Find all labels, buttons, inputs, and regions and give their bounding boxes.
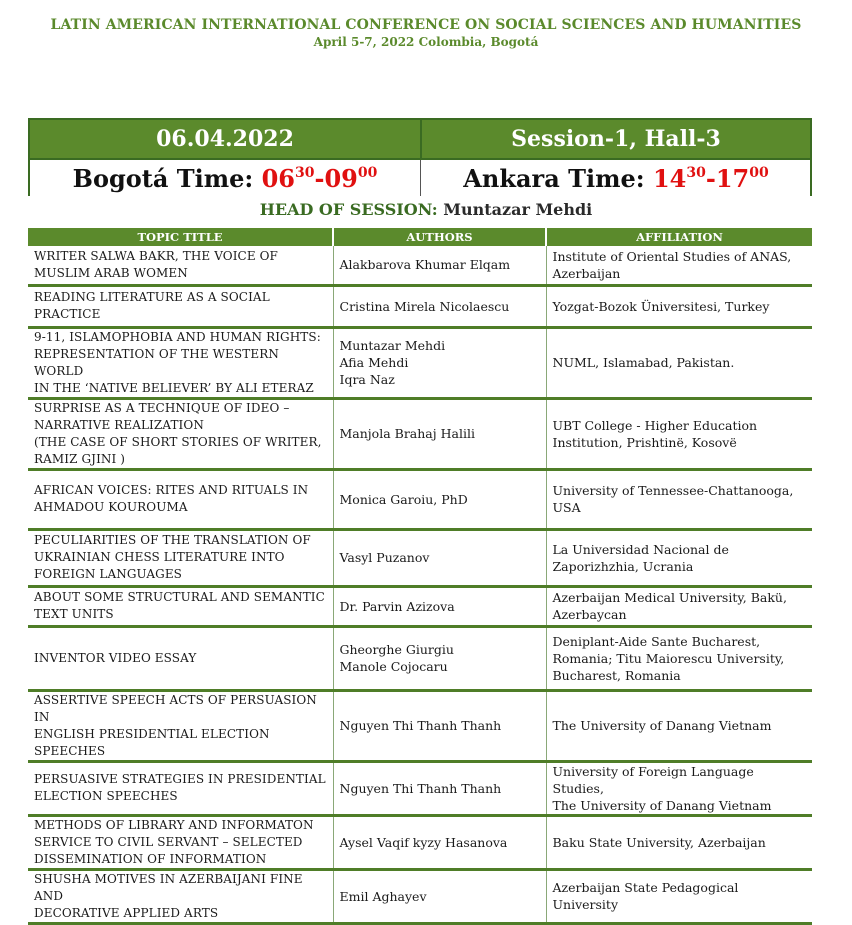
table-row	[28, 869, 812, 923]
column-header-topic: TOPIC TITLE	[28, 228, 333, 246]
ankara-end-min: 00	[749, 164, 769, 181]
ankara-time-label: Ankara Time:	[463, 163, 653, 193]
cell-authors	[333, 327, 546, 398]
authors-line: Alakbarova Khumar Elqam	[339, 257, 511, 273]
table-row	[28, 285, 812, 327]
topic-line: MUSLIM ARAB WOMEN	[34, 265, 188, 280]
topic-line: RAMIZ GJINI )	[34, 451, 126, 466]
affiliation-line: Azerbaijan Medical University, Bakü,	[552, 590, 787, 605]
affiliation-line: UBT College - Higher Education	[552, 417, 758, 433]
topic-line: METHODS OF LIBRARY AND INFORMATON	[34, 817, 314, 832]
topic-line: ENGLISH PRESIDENTIAL ELECTION	[34, 726, 270, 741]
topic-line: SURPRISE AS A TECHNIQUE OF IDEO –	[34, 400, 290, 415]
session-header-time-row	[30, 158, 810, 196]
topic-line: PRACTICE	[34, 307, 101, 321]
table-row	[28, 626, 812, 690]
topic-line: ASSERTIVE SPEECH ACTS OF PERSUASION IN	[34, 692, 317, 724]
cell-affiliation	[546, 815, 812, 869]
cell-authors	[333, 690, 546, 761]
cell-topic	[28, 246, 333, 285]
cell-topic	[28, 586, 333, 626]
session-header	[28, 118, 812, 196]
topic-line: NARRATIVE REALIZATION	[34, 417, 204, 432]
cell-authors	[333, 626, 546, 690]
topic-line: ABOUT SOME STRUCTURAL AND SEMANTIC	[34, 590, 325, 604]
topic-line: 9-11, ISLAMOPHOBIA AND HUMAN RIGHTS:	[34, 329, 321, 344]
affiliation-line: Azerbaijan	[552, 265, 621, 281]
table-row	[28, 586, 812, 626]
column-header-authors: AUTHORS	[333, 228, 546, 246]
affiliation-line: Zaporizhzhia, Ucrania	[552, 558, 694, 574]
cell-topic	[28, 469, 333, 529]
authors-line: Iqra Naz	[339, 372, 395, 387]
session-header-top-row	[30, 120, 810, 158]
table-row	[28, 529, 812, 586]
column-header-affiliation: AFFILIATION	[546, 228, 812, 246]
affiliation-line: Institution, Prishtinë, Kosovë	[552, 434, 737, 450]
bogota-end-hour: 09	[324, 163, 358, 193]
topic-line: UKRAINIAN CHESS LITERATURE INTO	[34, 550, 285, 564]
cell-authors	[333, 246, 546, 285]
cell-topic	[28, 626, 333, 690]
head-of-session-label: HEAD OF SESSION:	[259, 200, 438, 219]
topic-line: REPRESENTATION OF THE WESTERN WORLD	[34, 346, 279, 378]
topic-line: ELECTION SPEECHES	[34, 789, 178, 803]
conference-dates: April 5-7, 2022 Colombia, Bogotá	[313, 35, 539, 49]
affiliation-line: Azerbaycan	[552, 607, 627, 622]
header-divider	[420, 160, 421, 196]
ankara-end-hour: 17	[715, 163, 750, 193]
affiliation-line: NUML, Islamabad, Pakistan.	[552, 355, 735, 370]
cell-topic	[28, 761, 333, 815]
affiliation-line: The University of Danang Vietnam	[552, 797, 772, 813]
bogota-time-range	[262, 164, 378, 193]
affiliation-line: Azerbaijan State Pedagogical University	[552, 880, 739, 912]
ankara-time	[422, 160, 810, 196]
cell-affiliation	[546, 246, 812, 285]
agenda-body	[28, 246, 812, 923]
cell-authors	[333, 285, 546, 327]
head-of-session	[0, 200, 852, 219]
authors-line: Vasyl Puzanov	[339, 550, 430, 565]
authors-line: Manole Cojocaru	[339, 659, 448, 674]
table-row	[28, 469, 812, 529]
topic-line: TEXT UNITS	[34, 607, 114, 621]
authors-line: Muntazar Mehdi	[339, 338, 446, 353]
cell-authors	[333, 869, 546, 923]
topic-line: FOREIGN LANGUAGES	[34, 567, 182, 581]
topic-line: PERSUASIVE STRATEGIES IN PRESIDENTIAL	[34, 772, 326, 786]
table-row	[28, 246, 812, 285]
authors-line: Emil Aghayev	[339, 888, 427, 904]
topic-line: SPEECHES	[34, 743, 106, 758]
authors-line: Nguyen Thi Thanh Thanh	[339, 780, 502, 796]
topic-line: IN THE ‘NATIVE BELIEVER’ BY ALI ETERAZ	[34, 380, 314, 395]
authors-line: Cristina Mirela Nicolaescu	[339, 298, 510, 314]
table-row	[28, 398, 812, 469]
table-row	[28, 327, 812, 398]
authors-line: Dr. Parvin Azizova	[339, 598, 455, 614]
ankara-time-range	[653, 164, 769, 193]
cell-affiliation	[546, 869, 812, 923]
cell-affiliation	[546, 626, 812, 690]
topic-line: PECULIARITIES OF THE TRANSLATION OF	[34, 533, 311, 547]
cell-topic	[28, 529, 333, 586]
bogota-end-min: 00	[357, 164, 378, 181]
cell-authors	[333, 761, 546, 815]
affiliation-line: USA	[552, 500, 581, 515]
cell-topic	[28, 398, 333, 469]
authors-line: Afia Mehdi	[339, 355, 409, 370]
table-row	[28, 815, 812, 869]
ankara-start-min: 30	[686, 164, 706, 181]
authors-line: Aysel Vaqif kyzy Hasanova	[339, 834, 508, 850]
bogota-dash: -	[314, 163, 325, 193]
topic-line: DISSEMINATION OF INFORMATION	[34, 851, 267, 866]
affiliation-line: Bucharest, Romania	[552, 667, 681, 683]
cell-affiliation	[546, 761, 812, 815]
session-date: 06.04.2022	[156, 126, 294, 152]
affiliation-line: Deniplant-Aide Sante Bucharest,	[552, 633, 761, 649]
bogota-time	[30, 160, 420, 196]
topic-line: INVENTOR VIDEO ESSAY	[34, 650, 197, 665]
cell-authors	[333, 529, 546, 586]
cell-affiliation	[546, 285, 812, 327]
topic-line: SERVICE TO CIVIL SERVANT – SELECTED	[34, 834, 303, 849]
authors-line: Nguyen Thi Thanh Thanh	[339, 718, 502, 733]
cell-authors	[333, 586, 546, 626]
authors-line: Gheorghe Giurgiu	[339, 642, 454, 657]
authors-line: Manjola Brahaj Halili	[339, 426, 475, 441]
authors-line: Monica Garoiu, PhD	[339, 491, 468, 507]
cell-topic	[28, 869, 333, 923]
affiliation-line: The University of Danang Vietnam	[552, 718, 772, 733]
ankara-start-hour: 14	[652, 163, 687, 193]
cell-topic	[28, 285, 333, 327]
cell-affiliation	[546, 327, 812, 398]
topic-line: DECORATIVE APPLIED ARTS	[34, 905, 219, 920]
topic-line: (THE CASE OF SHORT STORIES OF WRITER,	[34, 434, 322, 449]
ankara-dash: -	[705, 163, 716, 193]
session-name: Session-1, Hall-3	[511, 126, 721, 152]
topic-line: AFRICAN VOICES: RITES AND RITUALS IN	[34, 483, 309, 497]
affiliation-line: La Universidad Nacional de	[552, 541, 729, 557]
cell-affiliation	[546, 529, 812, 586]
cell-topic	[28, 815, 333, 869]
agenda-table	[28, 228, 812, 925]
affiliation-line: Institute of Oriental Studies of ANAS,	[552, 248, 792, 264]
cell-topic	[28, 690, 333, 761]
bogota-time-label: Bogotá Time:	[72, 163, 262, 193]
cell-affiliation	[546, 586, 812, 626]
bogota-start-hour: 06	[261, 163, 295, 193]
head-of-session-name: Muntazar Mehdi	[443, 200, 593, 219]
topic-line: SHUSHA MOTIVES IN AZERBAIJANI FINE AND	[34, 871, 303, 903]
topic-line: WRITER SALWA BAKR, THE VOICE OF	[34, 248, 278, 263]
affiliation-line: University of Tennessee-Chattanooga,	[552, 483, 794, 498]
topic-line: READING LITERATURE AS A SOCIAL	[34, 290, 270, 304]
bogota-start-min: 30	[295, 164, 315, 181]
cell-authors	[333, 469, 546, 529]
affiliation-line: Baku State University, Azerbaijan	[552, 834, 766, 850]
topic-line: AHMADOU KOUROUMA	[34, 500, 188, 514]
affiliation-line: Romania; Titu Maiorescu University,	[552, 650, 785, 666]
cell-topic	[28, 327, 333, 398]
affiliation-line: Yozgat-Bozok Üniversitesi, Turkey	[552, 298, 770, 314]
cell-affiliation	[546, 469, 812, 529]
table-row	[28, 761, 812, 815]
agenda-header-row	[28, 228, 812, 246]
cell-affiliation	[546, 398, 812, 469]
conference-title: LATIN AMERICAN INTERNATIONAL CONFERENCE ON SOCIAL SCIENCES AND HUMANITIES	[50, 17, 802, 33]
cell-authors	[333, 815, 546, 869]
table-row	[28, 690, 812, 761]
cell-authors	[333, 398, 546, 469]
affiliation-line: University of Foreign Language Studies,	[552, 763, 754, 796]
cell-affiliation	[546, 690, 812, 761]
